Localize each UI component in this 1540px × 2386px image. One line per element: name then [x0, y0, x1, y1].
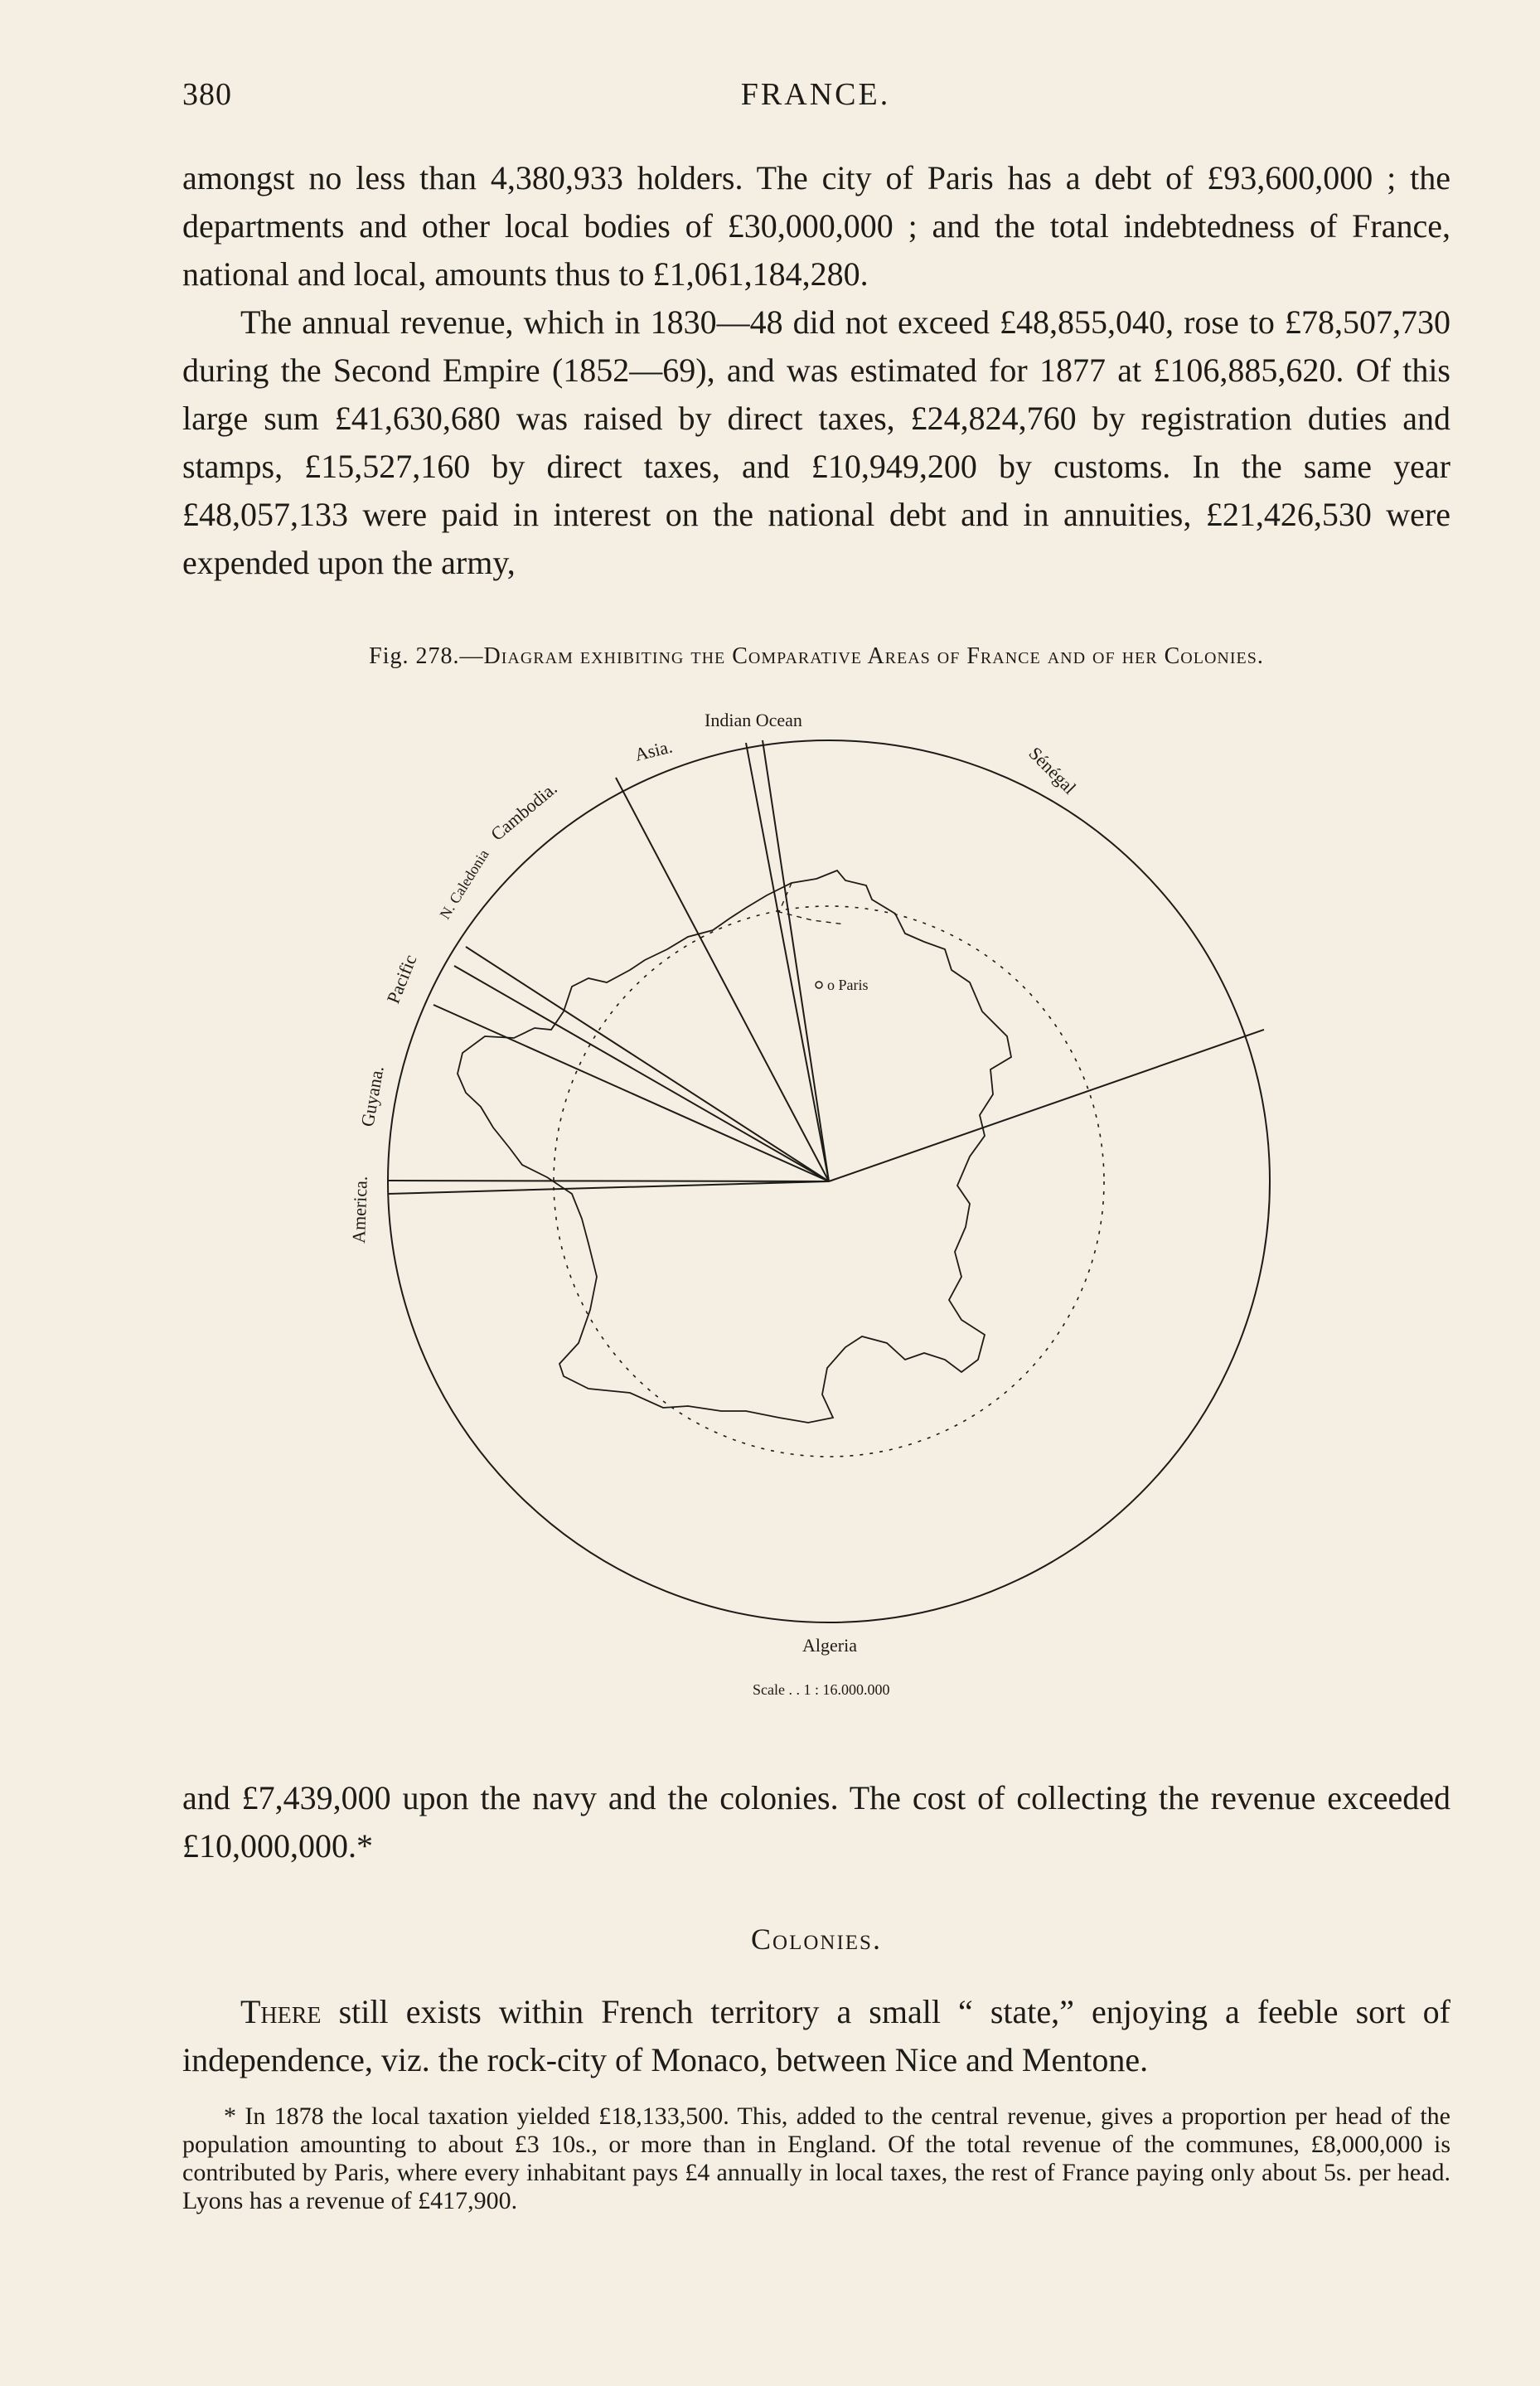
paragraph-lead-word: There: [240, 1993, 322, 2030]
body-text-lower: [182, 1774, 1450, 1870]
section-heading: Colonies.: [751, 1923, 882, 1956]
body-text-upper: [182, 154, 1450, 587]
label-paris: o Paris: [827, 977, 869, 993]
footnote-text: * In 1878 the local taxation yielded £18,133,500. This, added to the central revenue, gives a proportion per head of the population amounting to about £3 10s., or more than in England. Of the total revenue of the communes, £8,000,000 is contributed by Paris, where every inhabitant pays £4 annually in local taxes, the rest of France paying only about 5s. per head. Lyons has a revenue of £417,900.: [182, 2102, 1450, 2214]
body-text-colonies: [182, 1988, 1450, 2084]
running-title: FRANCE.: [740, 77, 891, 112]
running-head: [182, 76, 1449, 118]
page-number: 380: [182, 77, 232, 112]
footnote: [182, 2102, 1450, 2215]
paragraph-navy: and £7,439,000 upon the navy and the colonies. The cost of collecting the revenue exceeded £10,000,000.*: [182, 1779, 1450, 1865]
label-senegal: Sénégal: [1024, 742, 1081, 798]
label-n-caledonia: N. Caledonia: [436, 846, 492, 923]
label-indian-ocean: Indian Ocean: [705, 710, 802, 730]
paragraph-monaco: [182, 1988, 1450, 2084]
label-cambodia: Cambodia.: [487, 778, 561, 845]
paragraph-revenue: The annual revenue, which in 1830—48 did not exceed £48,855,040, rose to £78,507,730 during the Second Empire (1852—69), and was estimated for 1877 at £106,885,620. Of this large sum £41,630,680 was raised by direct taxes, £24,824,760 by registration duties and stamps, £15,527,160 by direct taxes, and £10,949,200 by customs. In the same year £48,057,133 were paid in interest on the national debt and in annuities, £21,426,530 were expended upon the army,: [182, 303, 1450, 581]
paragraph-monaco-text: still exists within French territory a small “ state,” enjoying a feeble sort of independence, viz. the rock-city of Monaco, between Nice and Mentone.: [182, 1993, 1450, 2078]
figure-title: Diagram exhibiting the Comparative Areas of France and of her Colonies.: [483, 643, 1264, 669]
paris-marker: [816, 982, 822, 988]
label-scale: Scale . . 1 : 16.000.000: [753, 1681, 890, 1698]
area-diagram-svg: [315, 696, 1310, 1724]
figure-number: Fig. 278.—: [369, 643, 484, 669]
label-asia: Asia.: [632, 735, 675, 765]
label-pacific: Pacific: [382, 951, 421, 1006]
label-america: America.: [348, 1176, 371, 1244]
paragraph-debt: amongst no less than 4,380,933 holders. The city of Paris has a debt of £93,600,000 ; the departments and other local bodies of £30,000,000 ; and the total indebtedness of France, national and local, amounts thus to £1,061,184,280.: [182, 159, 1450, 293]
area-diagram: [315, 696, 1310, 1724]
label-algeria: Algeria: [802, 1635, 857, 1656]
label-guyana: Guyana.: [356, 1064, 388, 1128]
figure-caption: [182, 643, 1450, 670]
